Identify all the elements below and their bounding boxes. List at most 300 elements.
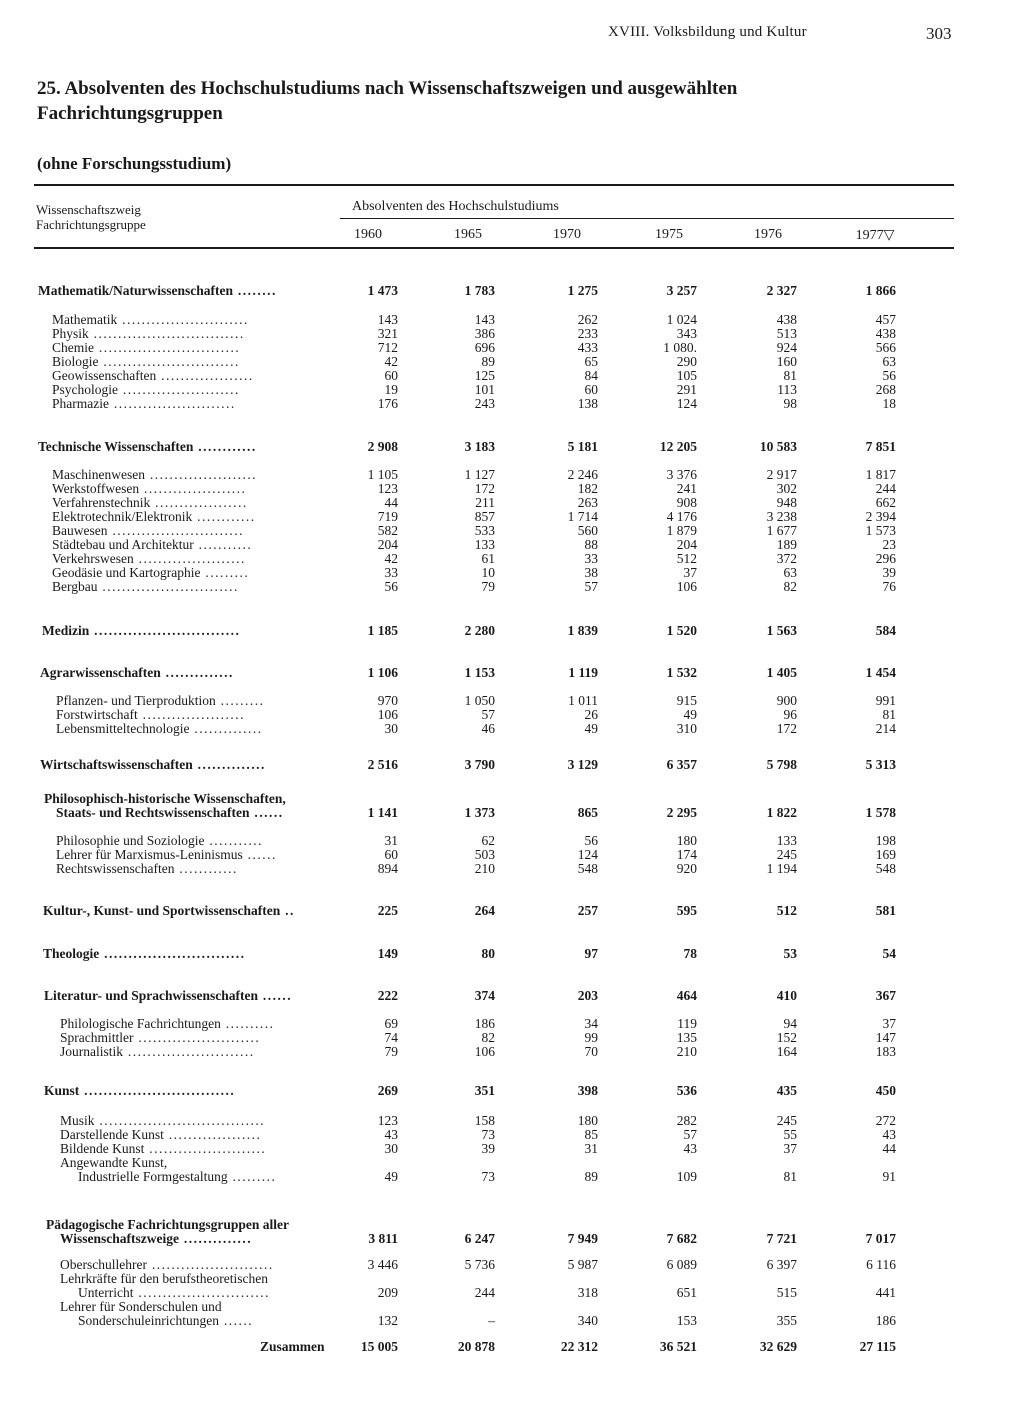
value-1960: 970 — [377, 693, 398, 708]
row-label: Technische Wissenschaften ............ — [38, 439, 257, 454]
value-1977: 5 313 — [865, 757, 896, 772]
value-1965: 210 — [474, 861, 495, 876]
value-1960: 56 — [384, 579, 398, 594]
value-1976: 1 194 — [766, 861, 797, 876]
row-label: Philosophie und Soziologie ........... — [56, 833, 263, 848]
leader-dots: .............. — [179, 1231, 253, 1246]
value-1965: 1 153 — [464, 665, 495, 680]
stub-header-line2: Fachrichtungsgruppe — [36, 217, 146, 232]
value-1960: 1 141 — [367, 805, 398, 820]
row-label: Medizin .............................. — [42, 623, 241, 638]
row-label: Bergbau ............................ — [52, 579, 239, 594]
value-1965: 158 — [474, 1113, 495, 1128]
value-1960: 43 — [384, 1127, 398, 1142]
row-label: Biologie ............................ — [52, 354, 240, 369]
leader-dots: ...... — [242, 847, 277, 862]
value-1975: 180 — [676, 833, 697, 848]
stub-header — [36, 202, 146, 232]
value-1976: 32 629 — [759, 1339, 797, 1354]
value-1960: 176 — [377, 396, 398, 411]
value-1975: 153 — [676, 1313, 697, 1328]
table-group-row — [0, 665, 1024, 681]
value-1970: 182 — [577, 481, 598, 496]
value-1975: 124 — [676, 396, 697, 411]
value-1977: 1 578 — [865, 805, 896, 820]
value-1965: 243 — [474, 396, 495, 411]
value-1977: 1 866 — [865, 283, 896, 298]
value-1976: 164 — [776, 1044, 797, 1059]
value-1965: 39 — [481, 1141, 495, 1156]
value-1975: 310 — [676, 721, 697, 736]
value-1960: 74 — [384, 1030, 398, 1045]
table-group-row — [0, 1339, 1024, 1355]
value-1976: 133 — [776, 833, 797, 848]
value-1976: 81 — [783, 368, 797, 383]
value-1960: 582 — [377, 523, 398, 538]
value-1976: 1 405 — [766, 665, 797, 680]
leader-dots: ........................ — [118, 382, 240, 397]
leader-dots: ............................ — [98, 354, 240, 369]
value-1977: 23 — [882, 537, 896, 552]
row-label: Mathematik .......................... — [52, 312, 249, 327]
table-group-row — [0, 439, 1024, 455]
value-1975: 3 257 — [666, 283, 697, 298]
value-1977: 1 817 — [865, 467, 896, 482]
leader-dots: ................... — [156, 368, 254, 383]
row-label: Philosophisch-historische Wissenschaften, — [44, 791, 286, 806]
value-1970: 26 — [584, 707, 598, 722]
value-1977: 56 — [882, 368, 896, 383]
value-1960: 33 — [384, 565, 398, 580]
value-1977: 39 — [882, 565, 896, 580]
year-header-1960: 1960 — [354, 227, 382, 242]
row-label: Sprachmittler ......................... — [60, 1030, 261, 1045]
value-1977: 214 — [875, 721, 896, 736]
value-1977: 27 115 — [859, 1339, 896, 1354]
value-1960: 31 — [384, 833, 398, 848]
value-1970: 88 — [584, 537, 598, 552]
leader-dots: ...... — [218, 1313, 254, 1328]
value-1965: 696 — [474, 340, 495, 355]
value-1976: 113 — [777, 382, 797, 397]
value-1970: 84 — [584, 368, 598, 383]
value-1975: 210 — [676, 1044, 697, 1059]
value-1970: 1 275 — [567, 283, 598, 298]
row-label: Lehrkräfte für den berufstheoretischen — [60, 1271, 269, 1286]
value-1965: 133 — [474, 537, 495, 552]
leader-dots: ............ — [193, 439, 257, 454]
value-1970: 138 — [577, 396, 598, 411]
leader-dots: .............. — [192, 757, 266, 772]
leader-dots: ...... — [258, 988, 293, 1003]
leader-dots: ......... — [215, 693, 265, 708]
row-label: Lehrer für Marxismus-Leninismus ...... — [56, 847, 277, 862]
value-1977: 272 — [875, 1113, 896, 1128]
top-rule — [34, 184, 954, 186]
value-1975: 1 024 — [666, 312, 697, 327]
value-1960: 143 — [377, 312, 398, 327]
value-1970: 7 949 — [567, 1231, 598, 1246]
value-1976: 7 721 — [766, 1231, 797, 1246]
row-label: Pharmazie ......................... — [52, 396, 236, 411]
row-label: Chemie ............................. — [52, 340, 241, 355]
value-1960: 2 908 — [367, 439, 398, 454]
value-1975: 536 — [676, 1083, 697, 1098]
row-label: Angewandte Kunst, — [60, 1155, 168, 1170]
value-1976: 302 — [776, 481, 797, 496]
value-1977: 584 — [875, 623, 896, 638]
value-1975: 6 089 — [666, 1257, 697, 1272]
value-1970: 318 — [577, 1285, 598, 1300]
table-group-row — [0, 757, 1024, 773]
value-1965: 1 127 — [464, 467, 495, 482]
value-1960: 1 473 — [367, 283, 398, 298]
value-1970: 97 — [584, 946, 598, 961]
value-1975: 464 — [676, 988, 697, 1003]
leader-dots: ............ — [174, 861, 238, 876]
leader-dots: ........................... — [133, 1285, 270, 1300]
value-1977: 54 — [882, 946, 896, 961]
value-1977: 76 — [882, 579, 896, 594]
value-1975: 106 — [676, 579, 697, 594]
value-1970: 60 — [584, 382, 598, 397]
value-1976: 1 822 — [766, 805, 797, 820]
row-label: Städtebau und Architektur ........... — [52, 537, 253, 552]
value-1960: 3 446 — [367, 1257, 398, 1272]
value-1977: 244 — [875, 481, 896, 496]
row-label: Geowissenschaften ................... — [52, 368, 254, 383]
table-group-row — [0, 1083, 1024, 1099]
value-1977: 43 — [882, 1127, 896, 1142]
value-1970: 263 — [577, 495, 598, 510]
value-1960: 60 — [384, 847, 398, 862]
value-1975: 7 682 — [666, 1231, 697, 1246]
value-1965: 46 — [481, 721, 495, 736]
value-1977: 662 — [875, 495, 896, 510]
value-1977: 63 — [882, 354, 896, 369]
value-1960: 269 — [377, 1083, 398, 1098]
value-1976: 10 583 — [759, 439, 797, 454]
value-1977: 1 573 — [865, 523, 896, 538]
value-1965: 386 — [474, 326, 495, 341]
value-1976: 1 677 — [766, 523, 797, 538]
value-1977: 7 017 — [865, 1231, 896, 1246]
value-1975: 204 — [676, 537, 697, 552]
leader-dots: ......................... — [108, 396, 236, 411]
value-1977: 81 — [882, 707, 896, 722]
table-subtitle: (ohne Forschungsstudium) — [37, 154, 232, 173]
value-1970: 2 246 — [567, 467, 598, 482]
value-1970: 398 — [577, 1083, 598, 1098]
value-1970: 233 — [577, 326, 598, 341]
value-1976: 94 — [783, 1016, 797, 1031]
value-1970: 22 312 — [560, 1339, 598, 1354]
value-1975: 2 295 — [666, 805, 697, 820]
value-1970: 5 987 — [567, 1257, 598, 1272]
value-1975: 920 — [676, 861, 697, 876]
value-1960: 149 — [377, 946, 398, 961]
value-1975: 37 — [683, 565, 697, 580]
value-1970: 865 — [577, 805, 598, 820]
value-1965: 244 — [474, 1285, 495, 1300]
value-1965: 351 — [474, 1083, 495, 1098]
value-1960: 712 — [377, 340, 398, 355]
value-1975: 291 — [676, 382, 697, 397]
value-1975: 1 879 — [666, 523, 697, 538]
value-1976: 438 — [776, 312, 797, 327]
value-1976: 5 798 — [766, 757, 797, 772]
value-1976: 152 — [776, 1030, 797, 1045]
value-1965: 211 — [475, 495, 495, 510]
value-1970: 1 119 — [568, 665, 598, 680]
value-1976: 355 — [776, 1313, 797, 1328]
value-1977: 2 394 — [865, 509, 896, 524]
value-1965: 125 — [474, 368, 495, 383]
table-row — [0, 1044, 1024, 1060]
value-1965: 1 050 — [464, 693, 495, 708]
value-1960: 222 — [377, 988, 398, 1003]
row-label: Zusammen — [260, 1339, 325, 1354]
value-1960: 15 005 — [360, 1339, 398, 1354]
row-label: Geodäsie und Kartographie ......... — [52, 565, 250, 580]
value-1965: 1 783 — [464, 283, 495, 298]
value-1977: 268 — [875, 382, 896, 397]
value-1975: 12 205 — [659, 439, 697, 454]
row-label: Mathematik/Naturwissenschaften ........ — [38, 283, 277, 298]
table-row — [0, 861, 1024, 877]
value-1977: 6 116 — [866, 1257, 896, 1272]
value-1970: 85 — [584, 1127, 598, 1142]
row-label: Verfahrenstechnik ................... — [52, 495, 248, 510]
value-1970: 433 — [577, 340, 598, 355]
value-1965: 20 878 — [457, 1339, 495, 1354]
value-1965: 1 373 — [464, 805, 495, 820]
value-1975: 3 376 — [666, 467, 697, 482]
value-1976: 96 — [783, 707, 797, 722]
value-1975: 1 532 — [666, 665, 697, 680]
value-1976: 82 — [783, 579, 797, 594]
value-1976: 37 — [783, 1141, 797, 1156]
row-label: Lebensmitteltechnologie .............. — [56, 721, 263, 736]
value-1970: 3 129 — [567, 757, 598, 772]
value-1965: 264 — [474, 903, 495, 918]
value-1970: 124 — [577, 847, 598, 862]
value-1976: 513 — [776, 326, 797, 341]
value-1976: 1 563 — [766, 623, 797, 638]
value-1977: 548 — [875, 861, 896, 876]
header-bottom-rule — [34, 247, 954, 249]
value-1975: 915 — [676, 693, 697, 708]
value-1960: 49 — [384, 1169, 398, 1184]
value-1977: 441 — [875, 1285, 896, 1300]
leader-dots: ............................. — [99, 946, 246, 961]
row-label: Unterricht ........................... — [78, 1285, 270, 1300]
value-1976: 948 — [776, 495, 797, 510]
value-1976: 512 — [776, 903, 797, 918]
value-1960: 42 — [384, 354, 398, 369]
table-group-row — [0, 623, 1024, 639]
year-header-1975: 1975 — [655, 227, 683, 242]
leader-dots: ........... — [193, 537, 253, 552]
leader-dots: ................... — [150, 495, 248, 510]
value-1965: 80 — [481, 946, 495, 961]
value-1970: 180 — [577, 1113, 598, 1128]
value-1965: 10 — [481, 565, 495, 580]
value-1976: 98 — [783, 396, 797, 411]
value-1976: 410 — [776, 988, 797, 1003]
leader-dots: ..................... — [137, 707, 245, 722]
value-1960: 30 — [384, 1141, 398, 1156]
value-1970: 262 — [577, 312, 598, 327]
value-1977: 91 — [882, 1169, 896, 1184]
row-label: Pädagogische Fachrichtungsgruppen aller — [46, 1217, 290, 1232]
value-1977: 7 851 — [865, 439, 896, 454]
leader-dots: ............................. — [94, 340, 241, 355]
value-1965: 79 — [481, 579, 495, 594]
value-1960: 1 185 — [367, 623, 398, 638]
row-label: Pflanzen- und Tierproduktion ......... — [56, 693, 265, 708]
value-1960: 106 — [377, 707, 398, 722]
leader-dots: ................... — [163, 1127, 262, 1142]
value-1970: 1 839 — [567, 623, 598, 638]
value-1965: 143 — [474, 312, 495, 327]
group-header-rule — [340, 218, 954, 219]
value-1970: 33 — [584, 551, 598, 566]
value-1975: 908 — [676, 495, 697, 510]
leader-dots: ......................... — [133, 1030, 261, 1045]
value-1977: 457 — [875, 312, 896, 327]
value-1965: 57 — [481, 707, 495, 722]
value-1965: 82 — [481, 1030, 495, 1045]
value-1965: 73 — [481, 1169, 495, 1184]
value-1975: 595 — [676, 903, 697, 918]
value-1975: 105 — [676, 368, 697, 383]
value-1977: 1 454 — [865, 665, 896, 680]
value-1965: 186 — [474, 1016, 495, 1031]
value-1975: 43 — [683, 1141, 697, 1156]
value-1976: 6 397 — [766, 1257, 797, 1272]
value-1965: 503 — [474, 847, 495, 862]
value-1960: 1 106 — [367, 665, 398, 680]
value-1970: 548 — [577, 861, 598, 876]
value-1976: 900 — [776, 693, 797, 708]
value-1970: 70 — [584, 1044, 598, 1059]
value-1975: 109 — [676, 1169, 697, 1184]
row-label: Werkstoffwesen ..................... — [52, 481, 247, 496]
value-1965: – — [488, 1313, 495, 1328]
value-1976: 63 — [783, 565, 797, 580]
value-1960: 719 — [377, 509, 398, 524]
leader-dots: ...................... — [133, 551, 246, 566]
table-group-row — [0, 946, 1024, 962]
value-1977: 44 — [882, 1141, 896, 1156]
value-1977: 438 — [875, 326, 896, 341]
value-1976: 53 — [783, 946, 797, 961]
value-1977: 169 — [875, 847, 896, 862]
value-1970: 5 181 — [567, 439, 598, 454]
value-1960: 30 — [384, 721, 398, 736]
leader-dots: ........... — [204, 833, 263, 848]
row-label: Elektrotechnik/Elektronik ............ — [52, 509, 256, 524]
leader-dots: .............. — [189, 721, 263, 736]
table-row — [0, 1313, 1024, 1329]
table-row — [0, 721, 1024, 737]
row-label: Kunst ............................... — [44, 1083, 236, 1098]
value-1960: 44 — [384, 495, 398, 510]
value-1977: 296 — [875, 551, 896, 566]
value-1976: 172 — [776, 721, 797, 736]
value-1965: 3 183 — [464, 439, 495, 454]
value-1975: 36 521 — [659, 1339, 697, 1354]
value-1976: 435 — [776, 1083, 797, 1098]
leader-dots: ......... — [200, 565, 250, 580]
value-1960: 209 — [377, 1285, 398, 1300]
value-1970: 34 — [584, 1016, 598, 1031]
value-1960: 123 — [377, 481, 398, 496]
value-1970: 89 — [584, 1169, 598, 1184]
value-1975: 1 520 — [666, 623, 697, 638]
value-1965: 172 — [474, 481, 495, 496]
leader-dots: .................................. — [94, 1113, 266, 1128]
row-label: Oberschullehrer ......................... — [60, 1257, 274, 1272]
row-label: Darstellende Kunst ................... — [60, 1127, 262, 1142]
column-group-header: Absolventen des Hochschulstudiums — [352, 199, 559, 214]
value-1960: 132 — [377, 1313, 398, 1328]
value-1965: 62 — [481, 833, 495, 848]
value-1975: 4 176 — [666, 509, 697, 524]
value-1977: 450 — [875, 1083, 896, 1098]
leader-dots: ..................... — [139, 481, 247, 496]
value-1965: 106 — [474, 1044, 495, 1059]
value-1970: 49 — [584, 721, 598, 736]
year-header-1965: 1965 — [454, 227, 482, 242]
value-1975: 343 — [676, 326, 697, 341]
year-header-1977: 1977▽ — [855, 228, 895, 243]
value-1975: 241 — [676, 481, 697, 496]
value-1960: 894 — [377, 861, 398, 876]
table-title: 25. Absolventen des Hochschulstudiums nach Wissenschaftszweigen und ausgewählten Fachrichtungsgruppen — [37, 78, 738, 124]
value-1975: 290 — [676, 354, 697, 369]
leader-dots: ............................ — [97, 579, 239, 594]
value-1975: 57 — [683, 1127, 697, 1142]
running-header: XVIII. Volksbildung und Kultur — [608, 24, 807, 40]
row-label: Lehrer für Sonderschulen und — [60, 1299, 222, 1314]
value-1977: 186 — [875, 1313, 896, 1328]
value-1975: 78 — [683, 946, 697, 961]
year-header-1970: 1970 — [553, 227, 581, 242]
row-label: Sonderschuleinrichtungen ...... — [78, 1313, 254, 1328]
value-1977: 581 — [875, 903, 896, 918]
value-1977: 37 — [882, 1016, 896, 1031]
leader-dots: ......................... — [146, 1257, 274, 1272]
row-label: Wissenschaftszweige .............. — [60, 1231, 253, 1246]
leader-dots: .............................. — [89, 623, 241, 638]
value-1960: 225 — [377, 903, 398, 918]
value-1965: 2 280 — [464, 623, 495, 638]
value-1960: 2 516 — [367, 757, 398, 772]
leader-dots: ............ — [192, 509, 256, 524]
value-1975: 6 357 — [666, 757, 697, 772]
value-1976: 245 — [776, 1113, 797, 1128]
value-1965: 101 — [474, 382, 495, 397]
value-1960: 321 — [377, 326, 398, 341]
value-1970: 38 — [584, 565, 598, 580]
value-1960: 123 — [377, 1113, 398, 1128]
table-group-row — [0, 805, 1024, 821]
row-label: Verkehrswesen ...................... — [52, 551, 246, 566]
table-group-row — [0, 1231, 1024, 1247]
row-label: Agrarwissenschaften .............. — [40, 665, 234, 680]
